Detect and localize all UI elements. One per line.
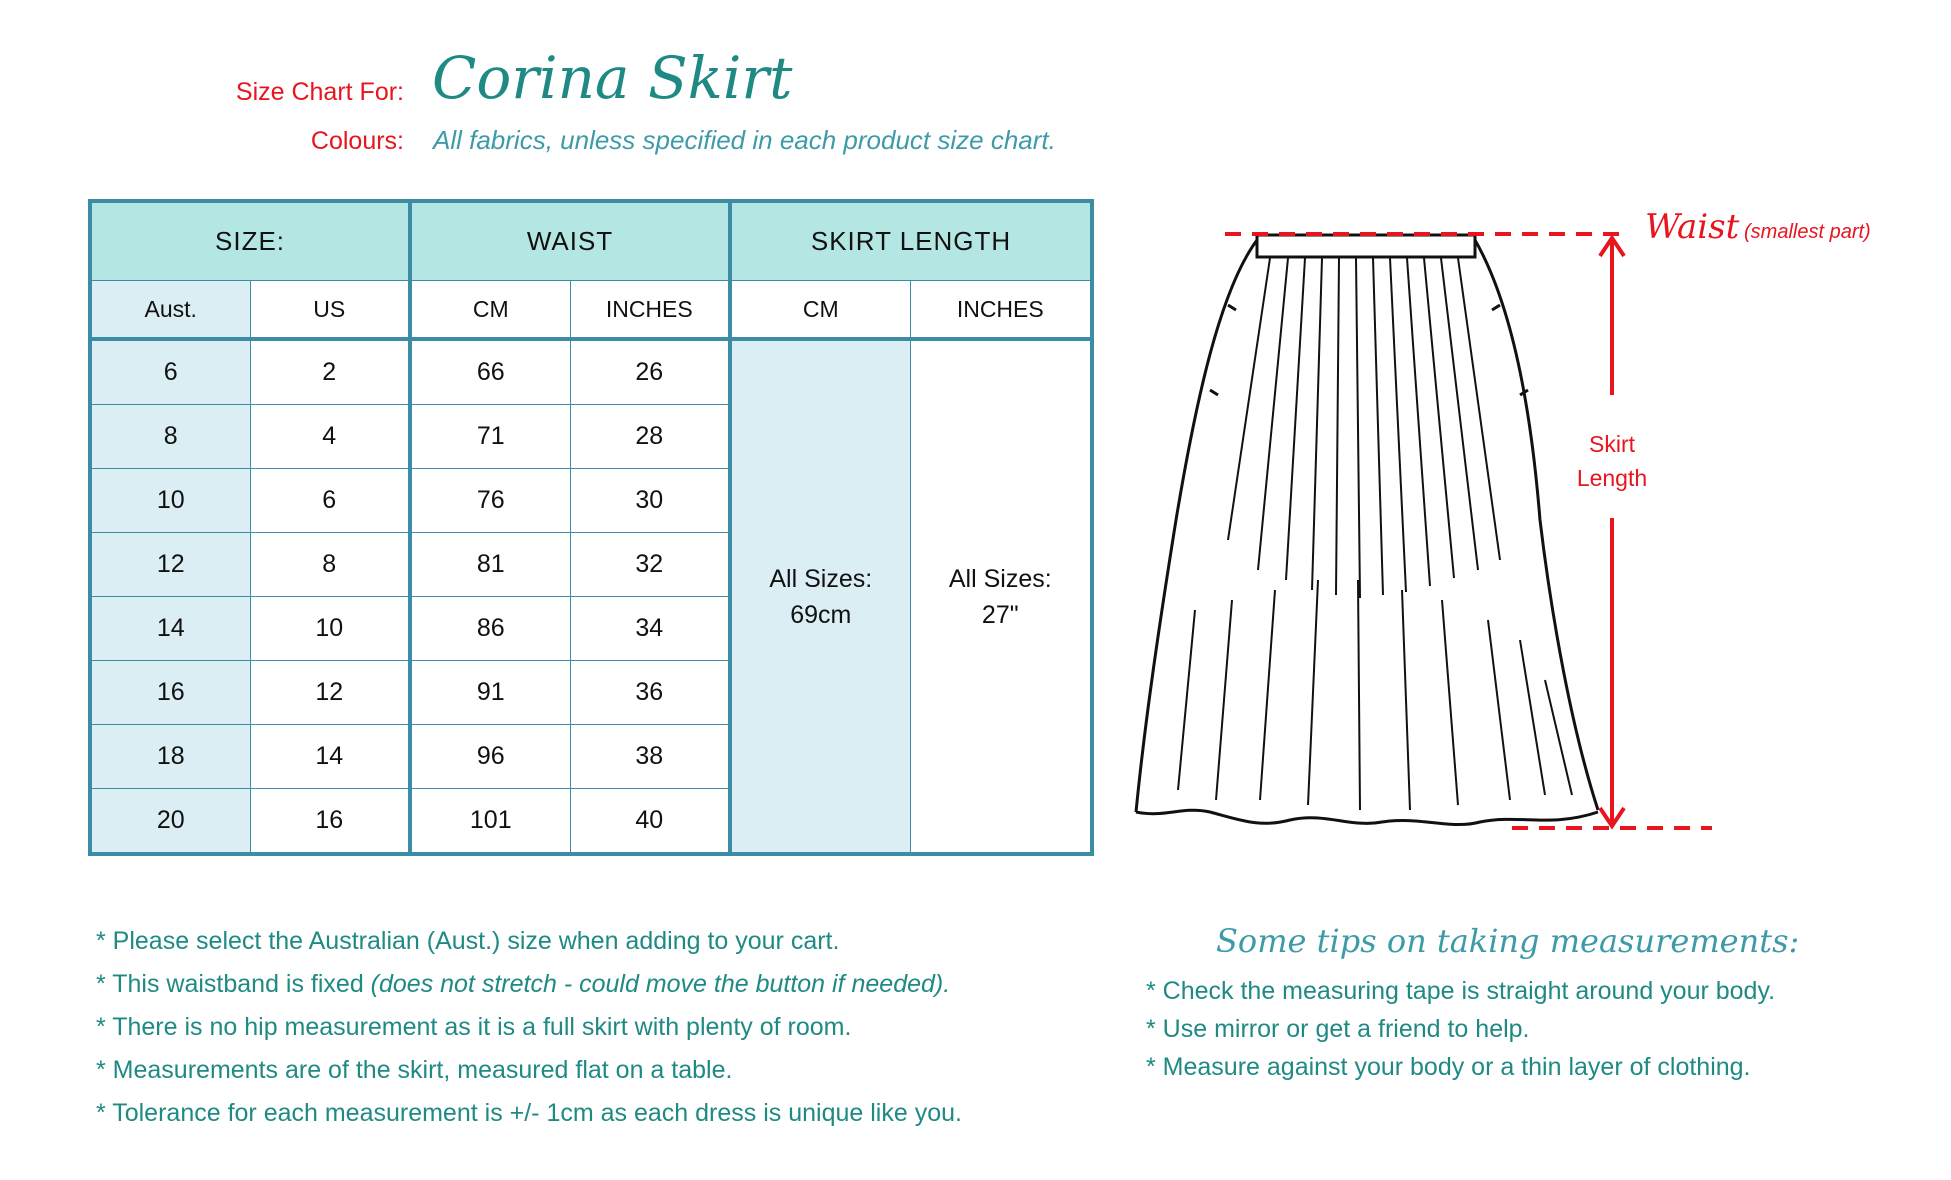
- waist-cm-cell: 71: [410, 405, 570, 469]
- waist-inches-cell: 36: [570, 661, 730, 725]
- skirt-length-label: Skirt: [1589, 431, 1635, 457]
- waist-inches-cell: 28: [570, 405, 730, 469]
- us-size-cell: 4: [250, 405, 410, 469]
- waist-cm-cell: 86: [410, 597, 570, 661]
- tips-list: [1146, 972, 1775, 1086]
- waist-inches-cell: 40: [570, 789, 730, 855]
- note-item: * Tolerance for each measurement is +/- 1cm as each dress is unique like you.: [96, 1099, 962, 1127]
- waist-label: Waist: [1645, 207, 1740, 247]
- sub-header-row: [90, 281, 1092, 340]
- aus-size-cell: 14: [90, 597, 250, 661]
- waist-cm-cell: 76: [410, 469, 570, 533]
- note-emphasis: (does not stretch - could move the button if needed).: [370, 970, 951, 998]
- waist-inches-cell: 34: [570, 597, 730, 661]
- aus-size-cell: 6: [90, 339, 250, 405]
- us-size-cell: 10: [250, 597, 410, 661]
- skirt-length-inches-value: 27": [981, 600, 1019, 629]
- us-header: US: [250, 281, 410, 340]
- note-item: * Please select the Australian (Aust.) size when adding to your cart.: [96, 927, 840, 955]
- us-size-cell: 8: [250, 533, 410, 597]
- size-chart-label: Size Chart For:: [235, 78, 404, 106]
- waist-inches-header: INCHES: [570, 281, 730, 340]
- all-sizes-label: All Sizes:: [769, 564, 873, 593]
- skirt-length-cm-value: 69cm: [790, 600, 852, 629]
- skirt-length-cm-cell: [730, 339, 910, 854]
- aus-size-cell: 18: [90, 725, 250, 789]
- us-size-cell: 14: [250, 725, 410, 789]
- waist-cm-cell: 81: [410, 533, 570, 597]
- aus-size-cell: 16: [90, 661, 250, 725]
- skirt-length-inches-cell: [910, 339, 1092, 854]
- colours-label: Colours:: [310, 127, 404, 155]
- waist-note: (smallest part): [1744, 221, 1871, 243]
- aus-header: Aust.: [90, 281, 250, 340]
- aus-size-cell: 8: [90, 405, 250, 469]
- waist-cm-header: CM: [410, 281, 570, 340]
- table-row: [90, 339, 1092, 405]
- colours-value: All fabrics, unless specified in each product size chart.: [433, 125, 1056, 155]
- skirt-measurement-diagram: [1120, 200, 1920, 850]
- size-notes-list: [96, 920, 962, 1135]
- skirt-length-label: Length: [1576, 465, 1648, 491]
- tip-item: * Measure against your body or a thin layer of clothing.: [1146, 1053, 1751, 1081]
- waist-inches-cell: 26: [570, 339, 730, 405]
- waist-cm-cell: 96: [410, 725, 570, 789]
- waist-inches-cell: 30: [570, 469, 730, 533]
- waist-inches-cell: 32: [570, 533, 730, 597]
- tip-item: * Use mirror or get a friend to help.: [1146, 1015, 1530, 1043]
- note-item: * Measurements are of the skirt, measured flat on a table.: [96, 1056, 733, 1084]
- us-size-cell: 6: [250, 469, 410, 533]
- skirt-length-group-header: SKIRT LENGTH: [730, 201, 1092, 281]
- tips-title: Some tips on taking measurements:: [1216, 922, 1800, 960]
- aus-size-cell: 20: [90, 789, 250, 855]
- us-size-cell: 2: [250, 339, 410, 405]
- waist-inches-cell: 38: [570, 725, 730, 789]
- waist-cm-cell: 101: [410, 789, 570, 855]
- all-sizes-label: All Sizes:: [948, 564, 1052, 593]
- waist-cm-cell: 66: [410, 339, 570, 405]
- tip-item: * Check the measuring tape is straight around your body.: [1146, 977, 1776, 1005]
- size-chart-table: [88, 199, 1094, 856]
- product-title: Corina Skirt: [432, 44, 793, 112]
- note-item: [96, 963, 962, 1006]
- us-size-cell: 12: [250, 661, 410, 725]
- note-item: * There is no hip measurement as it is a full skirt with plenty of room.: [96, 1013, 852, 1041]
- note-text: * This waistband is fixed: [96, 970, 371, 998]
- aus-size-cell: 12: [90, 533, 250, 597]
- size-group-header: SIZE:: [90, 201, 410, 281]
- length-inches-header: INCHES: [910, 281, 1092, 340]
- length-cm-header: CM: [730, 281, 910, 340]
- waist-group-header: WAIST: [410, 201, 730, 281]
- group-header-row: [90, 201, 1092, 281]
- us-size-cell: 16: [250, 789, 410, 855]
- length-arrow-icon: [1600, 238, 1624, 826]
- aus-size-cell: 10: [90, 469, 250, 533]
- skirt-illustration-icon: [1136, 235, 1598, 825]
- waist-cm-cell: 91: [410, 661, 570, 725]
